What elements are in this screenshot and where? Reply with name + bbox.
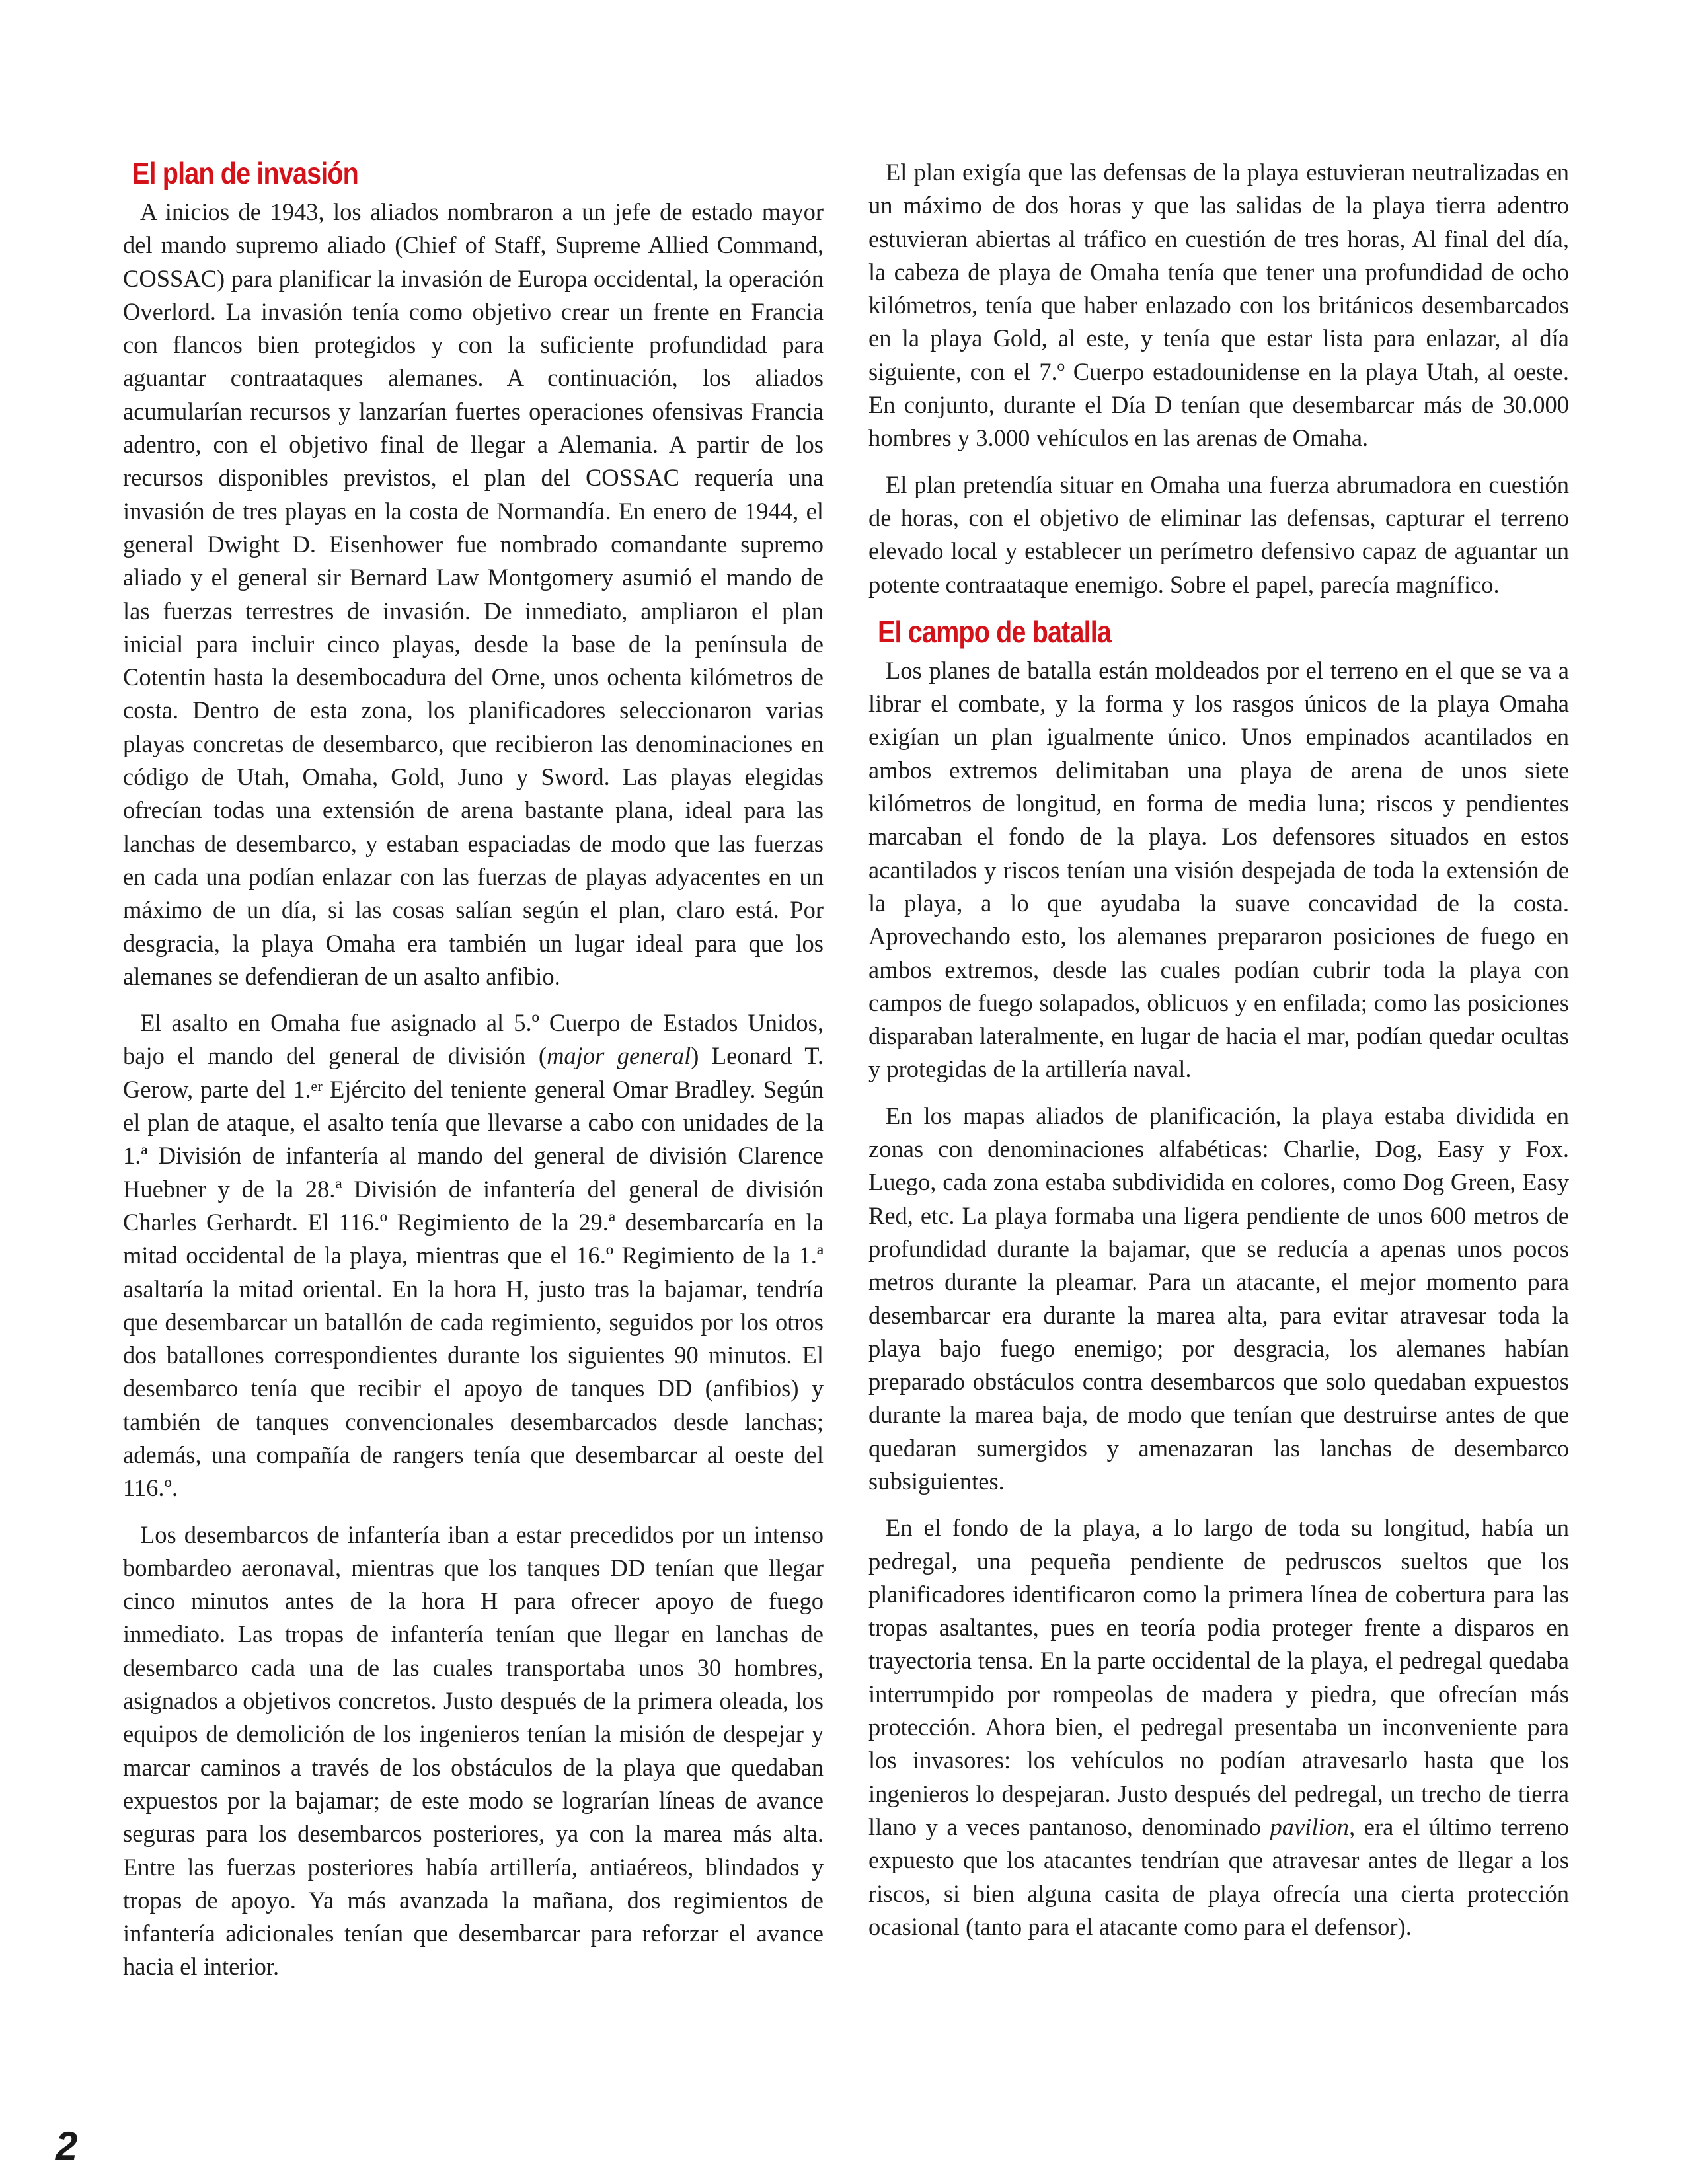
paragraph: Los planes de batalla están moldeados por el terreno en el que se va a librar el combate, y la forma y los rasgos únicos de la playa Omaha exigían un plan igualmente único. Unos empinados acantilados en ambos extremos delimitaban una playa de arena de unos siete kilómetros de longitud, en forma de media luna; riscos y pendientes marcaban el fondo de la playa. Los defensores situados en estos acantilados y riscos tenían una visión despejada de toda la extensión de la playa, a lo que ayudaba la suave concavidad de la costa. Aprovechando esto, los alemanes prepararon posiciones de fuego en ambos extremos, desde las cuales podían cubrir toda la playa con campos de fuego solapados, oblicuos y en enfilada; como las posiciones disparaban lateralmente, en lugar de hacia el mar, podían quedar ocultas y protegidas de la artillería naval. <box>868 656 1569 1083</box>
paragraph: Los desembarcos de infantería iban a estar precedidos por un intenso bombardeo aeronaval, mientras que los tanques DD tenían que llegar cinco minutos antes de la hora H para ofrecer apoyo de fuego inmediato. Las tropas de infantería tenían que llegar en lanchas de desembarco cada una de las cuales transportaba unos 30 hombres, asignados a objetivos concretos. Justo después de la primera oleada, los equipos de demolición de los ingenieros tenían la misión de despejar y marcar caminos a través de los obstáculos de la playa que quedaban expuestos por la bajamar; de este modo se lograrían líneas de avance seguras para los desembarcos posteriores, ya con la marea más alta. Entre las fuerzas posteriores había artillería, antiaéreos, blindados y tropas de apoyo. Ya más avanzada la mañana, dos regimientos de infantería adicionales tenían que desembarcar para reforzar el avance hacia el interior. <box>123 1521 824 1980</box>
paragraph <box>123 1006 824 1505</box>
italic-term: major general <box>547 1042 691 1070</box>
paragraph: El plan exigía que las defensas de la playa estuvieran neutralizadas en un máximo de dos horas y que las salidas de la playa tierra adentro estuvieran abiertas al tráfico en cuestión de tres horas, Al final del día, la cabeza de playa de Omaha tenía que tener una profundidad de ocho kilómetros, tenía que haber enlazado con los británicos desembarcados en la playa Gold, al este, y tenía que estar lista para enlazar, al día siguiente, con el 7.º Cuerpo estadounidense en la playa Utah, al oeste. En conjunto, durante el Día D tenían que desembarcar más de 30.000 hombres y 3.000 vehículos en las arenas de Omaha. <box>868 159 1569 452</box>
right-column <box>868 156 1569 1957</box>
text-run: En el fondo de la playa, a lo largo de toda su longitud, había un pedregal, una pequeña pendiente de pedruscos sueltos que los planificadores identificaron como la primera línea de cobertura para las tropas asaltantes, pues en teoría podia proteger frente a disparos en trayectoria tensa. En la parte occidental de la playa, el pedregal quedaba interrumpido por rompeolas de madera y piedra, que ofrecían más protección. Ahora bien, el pedregal presentaba un inconveniente para los invasores: los vehículos no podían atravesarlo hasta que los ingenieros lo despejaran. Justo después del pedregal, un trecho de tierra llano y a veces pantanoso, denominado <box>868 1514 1569 1840</box>
text-run: , era el último terreno expuesto que los atacantes tendrían que atravesar antes de llegar a los riscos, si bien alguna casita de playa ofrecía una cierta protección ocasional (tanto para el atacante como para el defensor). <box>868 1813 1570 1940</box>
paragraph <box>868 1511 1569 1943</box>
paragraph: A inicios de 1943, los aliados nombraron a un jefe de estado mayor del mando supremo aliado (Chief of Staff, Supreme Allied Command, COSSAC) para planificar la invasión de Europa occidental, la operación Overlord. La invasión tenía como objetivo crear un frente en Francia con flancos bien protegidos y con la suficiente profundidad para aguantar contraataques alemanes. A continuación, los aliados acumularían recursos y lanzarían fuertes operaciones ofensivas Francia adentro, con el objetivo final de llegar a Alemania. A partir de los recursos disponibles previstos, el plan del COSSAC requería una invasión de tres playas en la costa de Normandía. En enero de 1944, el general Dwight D. Eisenhower fue nombrado comandante supremo aliado y el general sir Bernard Law Montgomery asumió el mando de las fuerzas terrestres de invasión. De inmediato, ampliaron el plan inicial para incluir cinco playas, desde la base de la península de Cotentin hasta la desembocadura del Orne, unos ochenta kilómetros de costa. Dentro de esta zona, los planificadores seleccionaron varias playas concretas de desembarco, que recibieron las denominaciones en código de Utah, Omaha, Gold, Juno y Sword. Las playas elegidas ofrecían todas una extensión de arena bastante plana, ideal para las lanchas de desembarco, y estaban espaciadas de modo que las fuerzas en cada una podían enlazar con las fuerzas de playas adyacentes en un máximo de un día, si las cosas salían según el plan, claro está. Por desgracia, la playa Omaha era también un lugar ideal para que los alemanes se defendieran de un asalto anfibio. <box>123 198 824 990</box>
italic-term: pavilion <box>1270 1813 1350 1840</box>
section-heading-battlefield: El campo de batalla <box>878 614 1112 649</box>
left-column <box>123 156 824 1997</box>
text-run: ) Leonard T. Gerow, parte del 1.ᵉʳ Ejército del teniente general Omar Bradley. Según el plan de ataque, el asalto tenía que llevarse a cabo con unidades de la 1.ª División de infantería al mando del general de división Clarence Huebner y de la 28.ª División de infantería del general de división Charles Gerhardt. El 116.º Regimiento de la 29.ª desembarcaría en la mitad occidental de la playa, mientras que el 16.º Regimiento de la 1.ª asaltaría la mitad oriental. En la hora H, justo tras la bajamar, tendría que desembarcar un batallón de cada regimiento, seguidos por los otros dos batallones correspondientes durante los siguientes 90 minutos. El desembarco tenía que recibir el apoyo de tanques DD (anfibios) y también de tanques convencionales desembarcados desde lanchas; además, una compañía de rangers tenía que desembarcar al oeste del 116.º. <box>123 1042 824 1502</box>
paragraph: El plan pretendía situar en Omaha una fuerza abrumadora en cuestión de horas, con el objetivo de eliminar las defensas, capturar el terreno elevado local y establecer un perímetro defensivo capaz de aguantar un potente contraataque enemigo. Sobre el papel, parecía magnífico. <box>868 471 1569 598</box>
section-heading-invasion-plan: El plan de invasión <box>132 156 358 190</box>
text-run: El asalto en Omaha fue asignado al 5.º Cuerpo de Estados Unidos, bajo el mando del general de división ( <box>123 1009 824 1070</box>
paragraph: En los mapas aliados de planificación, la playa estaba dividida en zonas con denominaciones alfabéticas: Charlie, Dog, Easy y Fox. Luego, cada zona estaba subdividida en colores, como Dog Green, Easy Red, etc. La playa formaba una ligera pendiente de unos 600 metros de profundidad durante la bajamar, que se reducía a apenas unos pocos metros durante la pleamar. Para un atacante, el mejor momento para desembarcar era durante la marea alta, para evitar atravesar toda la playa bajo fuego enemigo; por desgracia, los alemanes habían preparado obstáculos contra desembarcos que solo quedaban expuestos durante la marea baja, de modo que tenían que destruirse antes de que quedaran sumergidos y amenazaran las lanchas de desembarco subsiguientes. <box>868 1102 1569 1495</box>
page-number: 2 <box>56 2124 78 2168</box>
